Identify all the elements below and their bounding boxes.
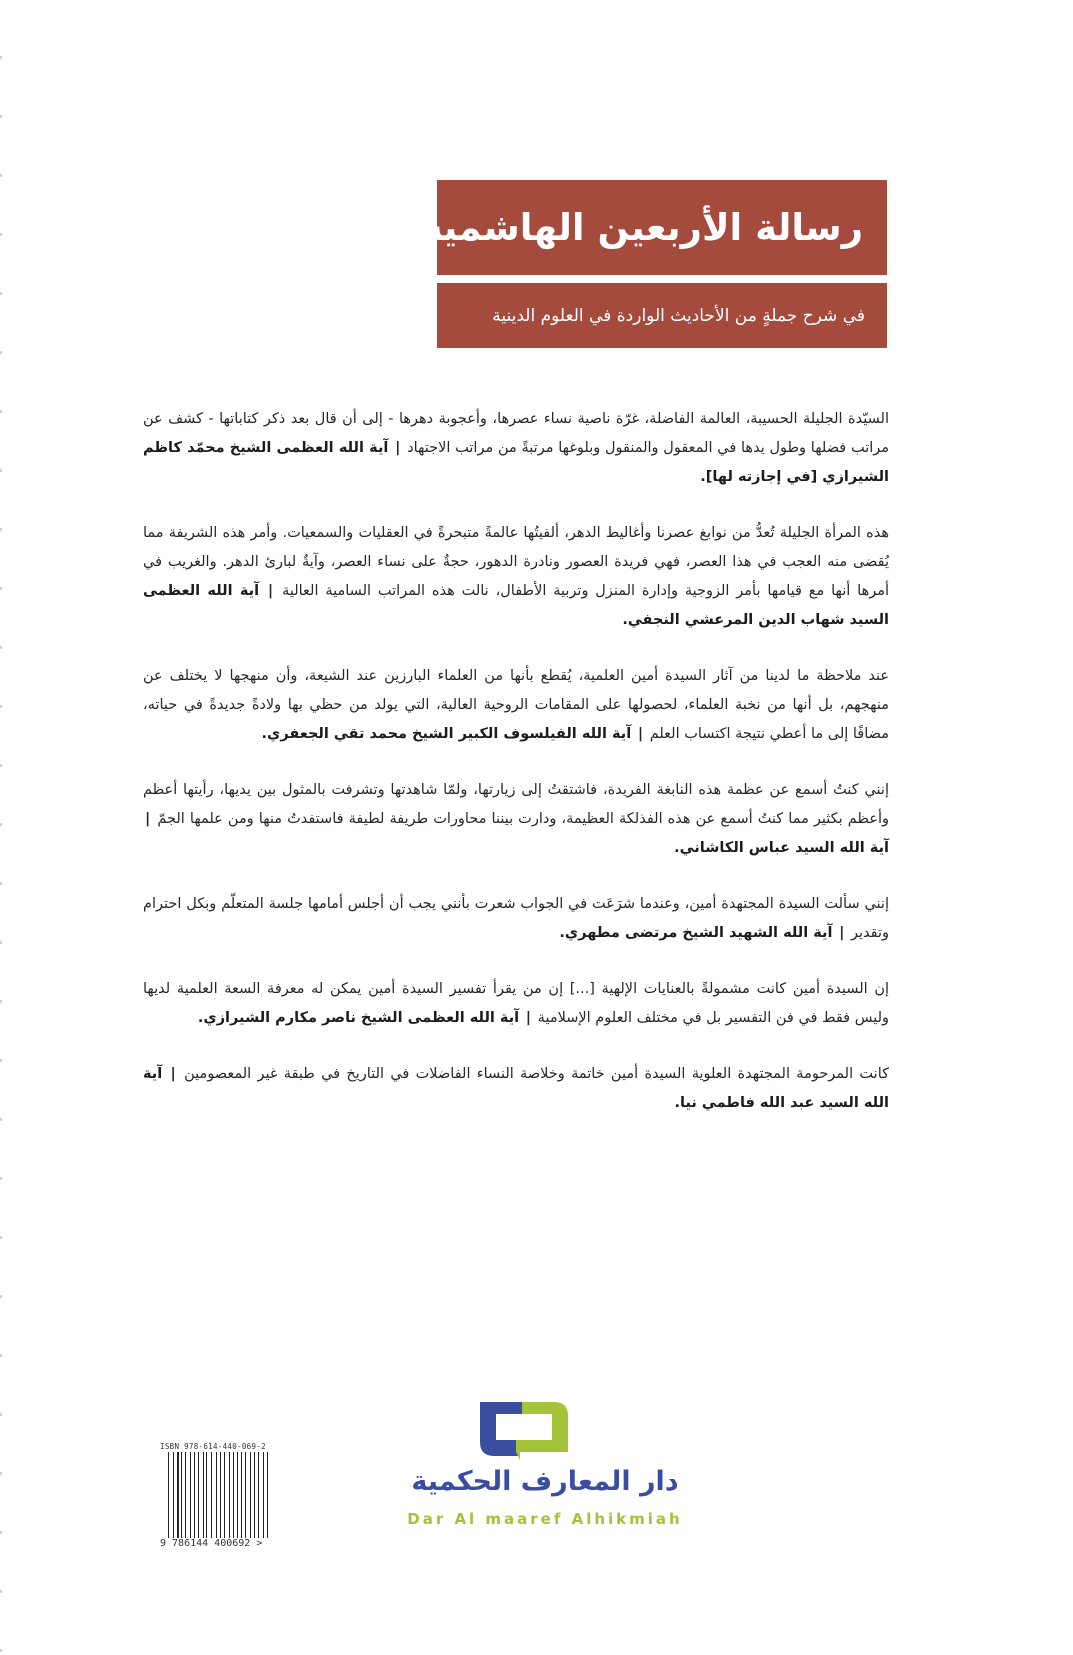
barcode-bar: [209, 1452, 210, 1538]
barcode-bar: [235, 1452, 236, 1538]
barcode-bar: [174, 1452, 175, 1538]
barcode-bar: [220, 1452, 221, 1538]
book-subtitle: في شرح جملةٍ من الأحاديث الواردة في العلوم الدينية: [492, 305, 865, 326]
barcode-bar: [187, 1452, 188, 1538]
separator: |: [395, 440, 401, 456]
barcode-bar: [211, 1452, 212, 1538]
barcode-bar: [256, 1452, 257, 1538]
testimonial-attribution: آية الله الشهيد الشيخ مرتضى مطهري.: [559, 925, 833, 941]
separator: |: [170, 1066, 176, 1082]
barcode-bar: [194, 1452, 195, 1538]
barcode-bar: [184, 1452, 185, 1538]
publisher-name-arabic: دار المعارف الحكمية: [411, 1466, 679, 1497]
isbn-barcode: [160, 1442, 278, 1552]
testimonial-text: كانت المرحومة المجتهدة العلوية السيدة أمين خاتمة وخلاصة النساء الفاضلات في التاريخ في طبقة غير المعصومين: [184, 1066, 890, 1082]
barcode-bar: [243, 1452, 244, 1538]
barcode-bar: [197, 1452, 198, 1538]
testimonial: [143, 975, 889, 1033]
testimonial-attribution: آية الله العظمى السيد شهاب الدين المرعشي النجفي.: [143, 583, 889, 628]
testimonial-text: السيّدة الجليلة الحسيبة، العالمة الفاضلة، غرّة ناصية نساء عصرها، وأعجوبة دهرها - إلى أن قال بعد ذكر كتاباتها - كشف عن مراتب فضلها وطول يدها في المعقول والمنقول وبلوغها مرتبةً من مراتب الاجتهاد: [143, 411, 890, 456]
testimonial: [143, 519, 889, 635]
barcode-bar: [204, 1452, 205, 1538]
barcode-bar: [198, 1452, 199, 1538]
barcode-bar: [237, 1452, 238, 1538]
separator: |: [839, 925, 845, 941]
barcode-bar: [206, 1452, 207, 1538]
testimonial: [143, 776, 889, 863]
barcode-bar: [185, 1452, 186, 1538]
barcode-bar: [231, 1452, 232, 1538]
testimonial: [143, 890, 889, 948]
barcode-bar: [181, 1452, 182, 1538]
barcode-bar: [226, 1452, 227, 1538]
barcode-bar: [265, 1452, 266, 1538]
subtitle-banner: [437, 283, 887, 348]
testimonial: [143, 662, 889, 749]
barcode-bar: [258, 1452, 259, 1538]
barcode-bar: [213, 1452, 215, 1538]
separator: |: [267, 583, 274, 599]
testimonial: [143, 405, 889, 492]
publisher-logo: [400, 1400, 700, 1560]
barcode-digits: 9 786144 400692 >: [160, 1538, 263, 1549]
barcode-bar: [241, 1452, 242, 1538]
barcode-bar: [269, 1452, 270, 1538]
barcode-bar: [229, 1452, 231, 1538]
barcode-bar: [218, 1452, 219, 1538]
separator: |: [637, 726, 644, 742]
barcode-bar: [173, 1452, 174, 1538]
barcode-bar: [239, 1452, 240, 1538]
barcode-bar: [177, 1452, 179, 1538]
testimonial-attribution: آية الله العظمى الشيخ محمّد كاظم الشيرازي [في إجازته لها].: [143, 440, 889, 485]
barcode-bar: [248, 1452, 249, 1538]
barcode-bar: [263, 1452, 264, 1538]
testimonial-text: عند ملاحظة ما لدينا من آثار السيدة أمين العلمية، يُقطع بأنها من العلماء البارزين عند الشيعة، وأن منهجها لا يختلف عن منهجهم، بل أنها من نخبة العلماء، لحصولها على المقامات الروحية العالية، التي يولد من حظي بها ولادةً جديدةً في حياته، مضافًا إلى ما أعطي نتيجة اكتساب العلم: [143, 668, 889, 742]
testimonial-text: إنني سألت السيدة المجتهدة أمين، وعندما شرَعَت في الجواب شعرت بأنني يجب أن أجلس أمامها جلسة المتعلّم وبكل احترام وتقدير: [143, 896, 889, 941]
logo-green-shape: [516, 1402, 568, 1460]
barcode-bar: [171, 1452, 172, 1538]
barcode-bars: [168, 1452, 270, 1538]
testimonials: [143, 405, 889, 1145]
testimonial: [143, 1060, 889, 1118]
barcode-bar: [233, 1452, 234, 1538]
barcode-bar: [267, 1452, 268, 1538]
barcode-bar: [190, 1452, 191, 1538]
barcode-bar: [254, 1452, 255, 1538]
barcode-bar: [192, 1452, 194, 1538]
testimonial-attribution: آية الله الفيلسوف الكبير الشيخ محمد تقي الجعفري.: [261, 726, 632, 742]
publisher-logo-icon: [480, 1400, 570, 1460]
barcode-bar: [180, 1452, 181, 1538]
barcode-bar: [216, 1452, 217, 1538]
testimonial-attribution: آية الله السيد عبد الله فاطمي نيا.: [143, 1066, 889, 1111]
testimonial-attribution: آية الله السيد عباس الكاشاني.: [674, 840, 889, 856]
separator: |: [145, 811, 151, 827]
isbn-label: ISBN 978-614-440-069-2: [160, 1442, 266, 1451]
barcode-bar: [203, 1452, 204, 1538]
barcode-bar: [168, 1452, 169, 1538]
barcode-bar: [245, 1452, 247, 1538]
testimonial-text: إنني كنتُ أسمع عن عظمة هذه النابغة الفريدة، فاشتقتُ إلى زيارتها، ولمّا شاهدتها وتشرفت بالمثول بين يديها، رأيتها أعظم وأعظم بكثير مما كنتُ أسمع عن هذه الفذلكة العظيمة، ودارت بيننا محاورات طريفة لطيفة فاستفدتُ منها ومن علمها الجمّ: [143, 782, 889, 827]
barcode-bar: [250, 1452, 251, 1538]
barcode-bar: [200, 1452, 201, 1538]
testimonial-text: هذه المرأة الجليلة تُعدُّ من نوابغ عصرنا وأغاليط الدهر، ألفيتُها عالمةً متبحرةً في العقليات والسمعيات. وأمر هذه الشريفة مما يُقضى منه العجب في هذا العصر، فهي فريدة العصور ونادرة الدهور، حجةٌ على نساء العصر، وآيةٌ لبارئ الدهر. والغريب في أمرها أنها مع قيامها بأمر الزوجية وإدارة المنزل وتربية الأطفال، نالت هذه المراتب السامية العالية: [143, 525, 890, 599]
barcode-bar: [261, 1452, 262, 1538]
title-banner: [420, 180, 887, 275]
separator: |: [525, 1010, 532, 1026]
book-title: رسالة الأربعين الهاشمية: [420, 206, 863, 249]
testimonial-attribution: آية الله العظمى الشيخ ناصر مكارم الشيرازي.: [197, 1010, 520, 1026]
barcode-bar: [222, 1452, 223, 1538]
publisher-name-english: Dar Al maaref Alhikmiah: [407, 1510, 683, 1528]
testimonial-text: إن السيدة أمين كانت مشمولةً بالعنايات الإلهية [...] إن من يقرأ تفسير السيدة أمين يمكن له معرفة السعة العلمية لديها وليس فقط في فن التفسير بل في مختلف العلوم الإسلامية: [143, 981, 889, 1026]
barcode-bar: [224, 1452, 225, 1538]
barcode-bar: [252, 1452, 253, 1538]
page-edge: [0, 0, 2, 1655]
